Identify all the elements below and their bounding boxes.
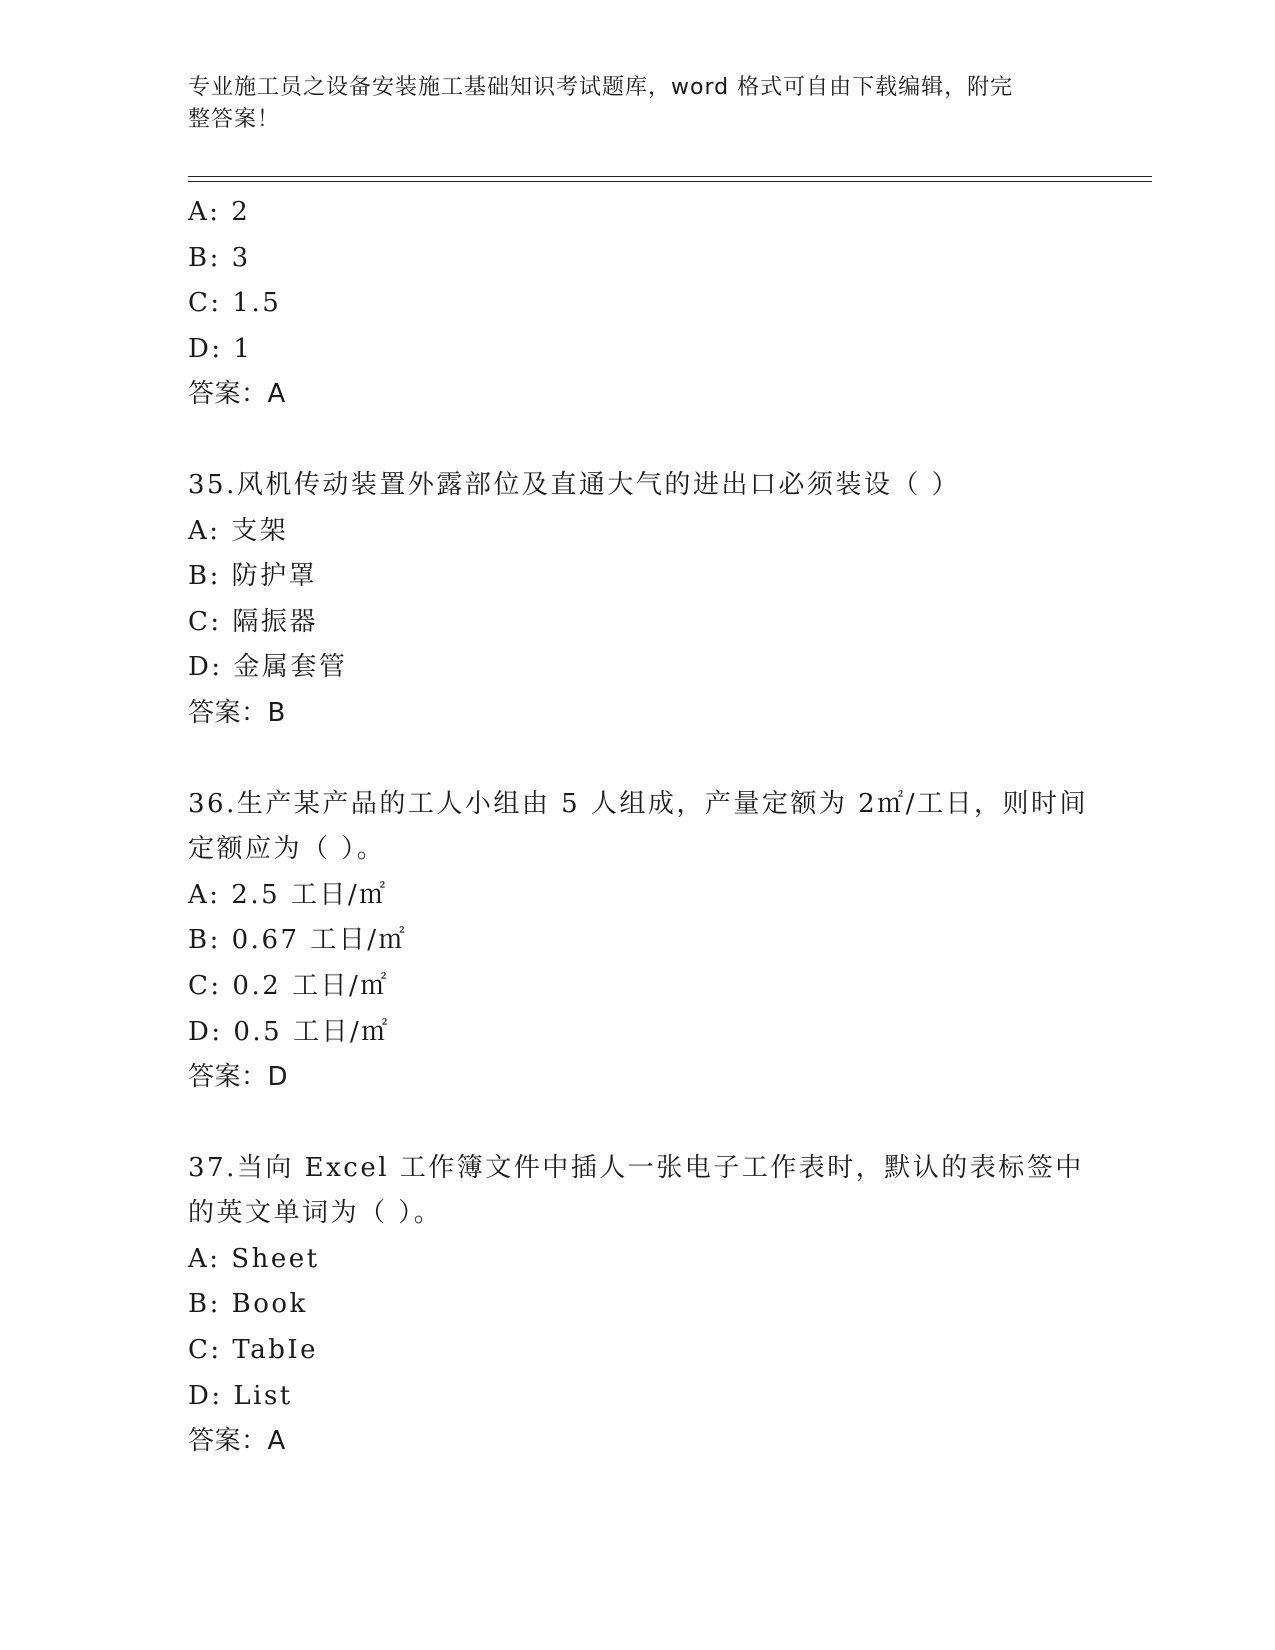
question-text: 35.风机传动装置外露部位及直通大气的进出口必须装设（ ） <box>188 469 961 500</box>
option-d: D: List <box>188 1380 293 1411</box>
option-c: C: TabIe <box>188 1335 319 1366</box>
spacer <box>188 418 1152 463</box>
option-b: B: Book <box>188 1289 308 1320</box>
question-block-37 <box>188 1146 1152 1465</box>
answer-line: 答案：D <box>188 1062 289 1093</box>
option-a: A: 2.5 工日/㎡ <box>188 879 388 910</box>
question-text-line-1: 37.当向 Excel 工作簿文件中插人一张电子工作表时，默认的表标签中 <box>188 1152 1084 1183</box>
option-a: A: 支架 <box>188 515 289 546</box>
question-text-line-2: 的英文单词为（ ）。 <box>188 1198 443 1229</box>
document-header <box>188 72 1068 136</box>
question-block-prev <box>188 190 1152 418</box>
option-d: D: 1 <box>188 333 253 364</box>
option-c: C: 1.5 <box>188 288 282 319</box>
answer-line: 答案：B <box>188 697 286 728</box>
option-d: D: 金属套管 <box>188 652 348 683</box>
option-d: D: 0.5 工日/㎡ <box>188 1016 390 1047</box>
option-c: C: 0.2 工日/㎡ <box>188 970 389 1001</box>
option-b: B: 0.67 工日/㎡ <box>188 925 408 956</box>
option-c: C: 隔振器 <box>188 606 318 637</box>
answer-line: 答案：A <box>188 379 286 410</box>
question-text-line-1: 36.生产某产品的工人小组由 5 人组成，产量定额为 2㎡/工日，则时间 <box>188 788 1088 819</box>
question-block-35 <box>188 463 1152 737</box>
question-block-36 <box>188 782 1152 1101</box>
spacer <box>188 1101 1152 1146</box>
question-text-line-2: 定额应为（ ）。 <box>188 834 386 865</box>
header-line-1: 专业施工员之设备安装施工基础知识考试题库，word 格式可自由下载编辑，附完 <box>188 75 1014 100</box>
header-divider-top <box>188 176 1152 177</box>
spacer <box>188 737 1152 782</box>
answer-line: 答案：A <box>188 1426 286 1457</box>
question-list <box>188 190 1152 1465</box>
option-a: A: 2 <box>188 197 251 227</box>
header-line-2: 整答案！ <box>188 107 281 132</box>
header-divider-bottom <box>188 181 1152 182</box>
option-a: A: Sheet <box>188 1243 320 1274</box>
option-b: B: 防护罩 <box>188 561 318 592</box>
option-b: B: 3 <box>188 242 251 273</box>
